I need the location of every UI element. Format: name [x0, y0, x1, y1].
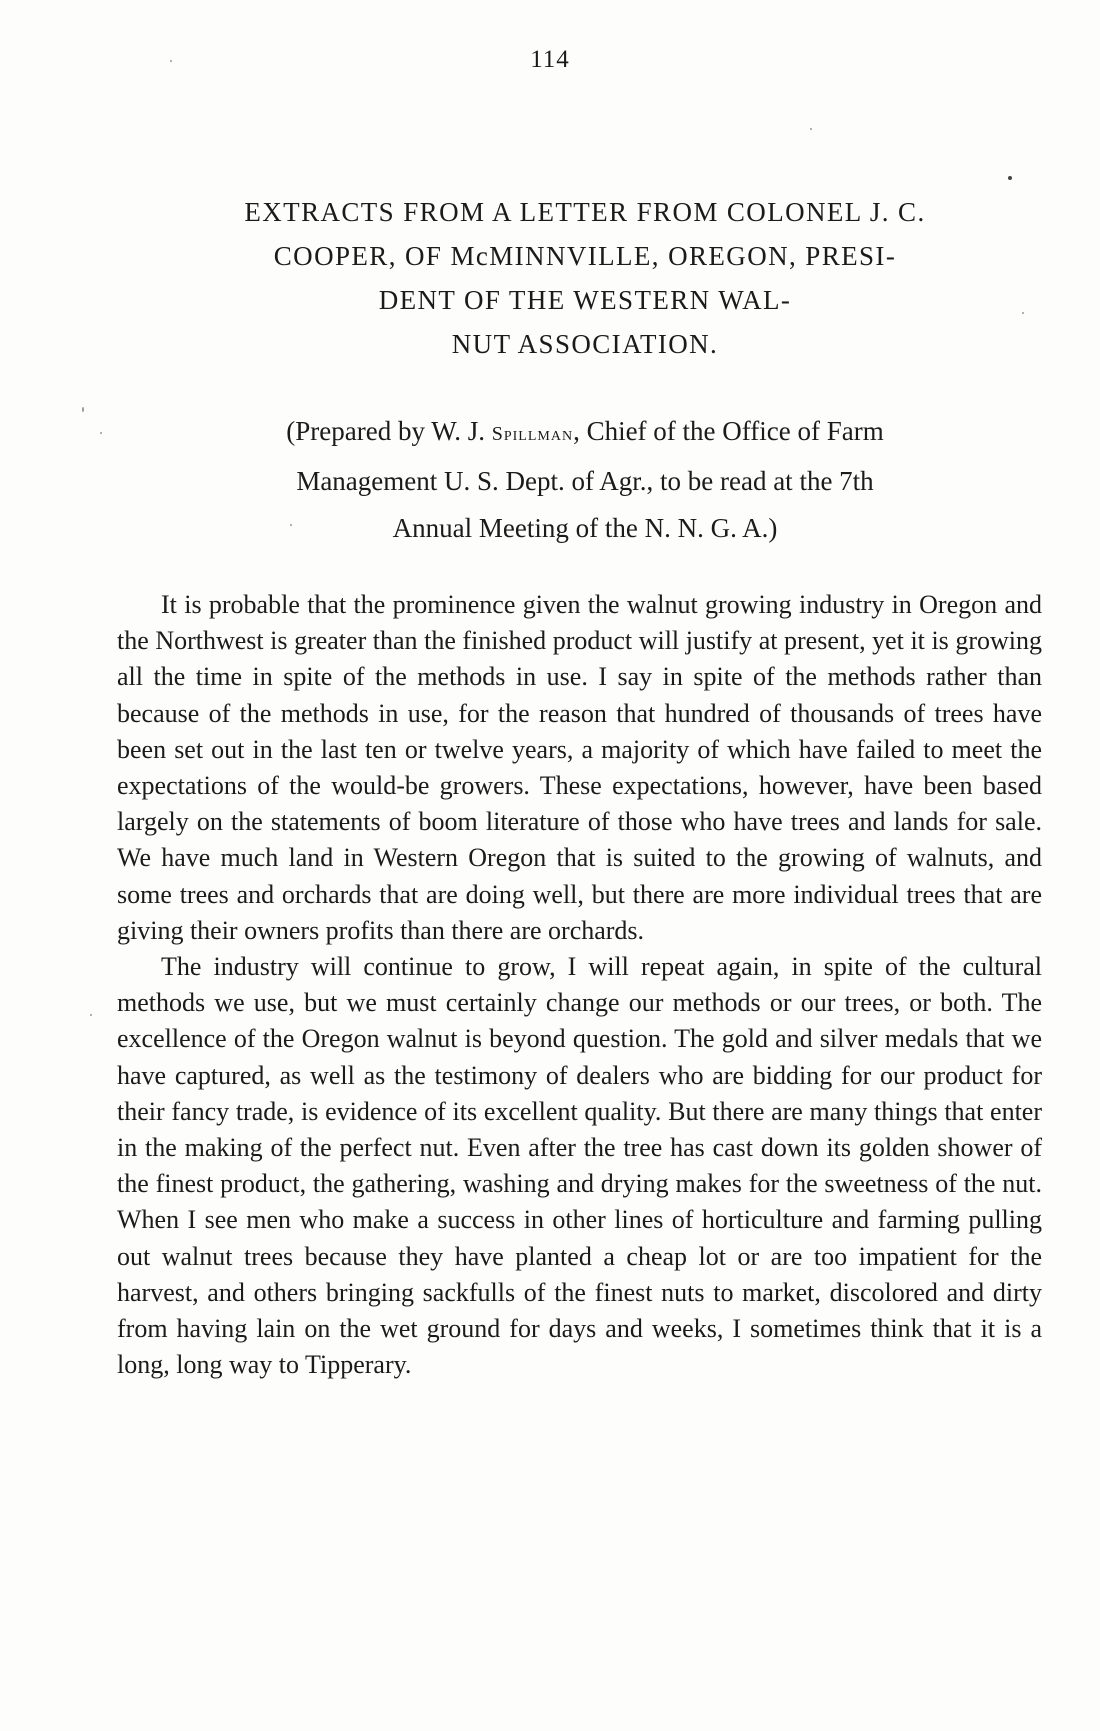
note-line: Annual Meeting of the N. N. G. A.)	[392, 513, 778, 543]
author-name: Spillman	[491, 423, 574, 445]
scan-speck	[1008, 176, 1012, 180]
title-line: DENT OF THE WESTERN WAL-	[378, 285, 792, 315]
scan-speck	[82, 407, 84, 412]
scan-speck	[170, 60, 172, 62]
title-line: COOPER, OF McMINNVILLE, OREGON, PRESI-	[273, 241, 897, 271]
scan-speck	[810, 128, 812, 130]
body-paragraph: The industry will continue to grow, I will repeat again, in spite of the cultural methods we use, but we must certainly change our methods or our trees, or both. The excellence of the Oregon walnut is beyond question. The gold and silver medals that we have captured, as well as the testimony of dealers who are bidding for our product for their fancy trade, is evidence of its excellent quality. But there are many things that enter in the making of the perfect nut. Even after the tree has cast down its golden shower of the finest product, the gathering, washing and drying makes for the sweetness of the nut. When I see men who make a success in other lines of horticulture and farming pulling out walnut trees because they have planted a cheap lot or are too impatient for the harvest, and others bringing sackfulls of the finest nuts to market, discolored and dirty from having lain on the wet ground for days and weeks, I sometimes think that it is a long, long way to Tipperary.	[117, 952, 1042, 1380]
title-line: EXTRACTS FROM A LETTER FROM COLONEL J. C.	[244, 197, 926, 227]
note-text: , Chief of the Office of Farm	[573, 416, 884, 446]
scan-speck	[90, 1014, 92, 1016]
preparation-note	[150, 408, 1020, 552]
scan-speck	[290, 524, 292, 526]
note-line	[150, 408, 1020, 458]
article-body	[117, 587, 1042, 1383]
body-paragraph: It is probable that the prominence given the walnut growing industry in Oregon and the Northwest is greater than the finished product will justify at present, yet it is growing all the time in spite of the methods in use. I say in spite of the methods rather than because of the methods in use, for the reason that hundred of thousands of trees have been set out in the last ten or twelve years, a majority of which have failed to meet the expectations of the would-be growers. These expectations, however, have been based largely on the statements of boom literature of those who have trees and lands for sale. We have much land in Western Oregon that is suited to the growing of walnuts, and some trees and orchards that are doing well, but there are more individual trees that are giving their owners profits than there are orchards.	[117, 590, 1042, 945]
note-text: (Prepared by W. J.	[286, 416, 492, 446]
title-line: NUT ASSOCIATION.	[451, 329, 719, 359]
note-line: Management U. S. Dept. of Agr., to be read at the 7th	[296, 466, 874, 496]
scan-speck	[100, 432, 102, 434]
article-title	[150, 190, 1020, 366]
scan-speck	[1022, 312, 1024, 314]
page-number: 114	[530, 46, 570, 73]
